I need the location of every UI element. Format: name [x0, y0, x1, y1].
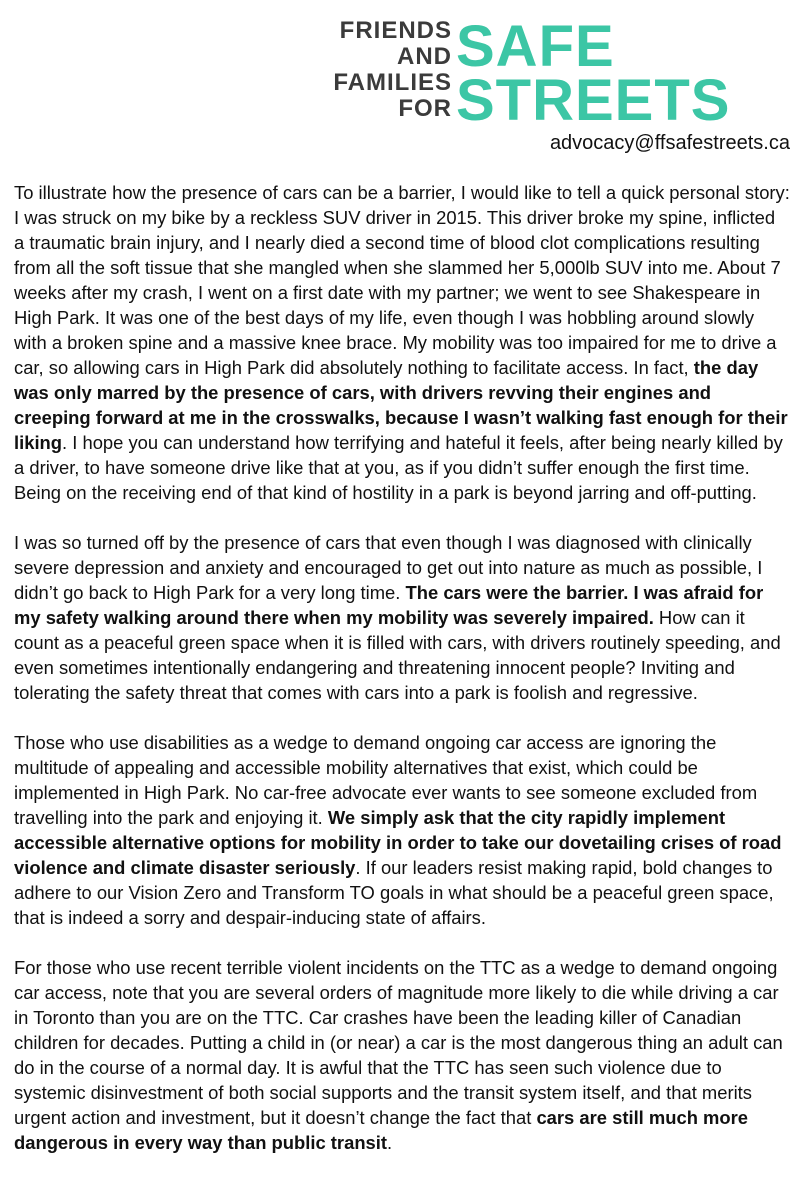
text-run-bold: We simply ask that the city rapidly implement accessible alternative options for mobility in order to take our dovetailing crises of road violence and climate disaster seriously [14, 807, 782, 878]
logo-word: AND [397, 43, 452, 70]
paragraph [14, 955, 790, 1155]
paragraph [14, 180, 790, 505]
logo-word: FOR [398, 95, 452, 122]
text-run: For those who use recent terrible violent incidents on the TTC as a wedge to demand ongoing car access, note that you are several orders of magnitude more likely to die while driving a car in Toronto than you are on the TTC. Car crashes have been the leading killer of Canadian children for decades. Putting a child in (or near) a car is the most dangerous thing an adult can do in the course of a normal day. It is awful that the TTC has seen such violence due to systemic disinvestment of both social supports and the transit system itself, and that merits urgent action and investment, but it doesn’t change the fact that [14, 957, 783, 1128]
text-run: . [387, 1132, 393, 1153]
text-run: . I hope you can understand how terrifying and hateful it feels, after being nearly killed by a driver, to have someone drive like that at you, as if you didn’t suffer enough the first time. Being on the receiving end of that kind of hostility in a park is beyond jarring and off-putting. [14, 432, 783, 503]
organization-logo [318, 14, 793, 133]
text-run-bold: The cars were the barrier. I was afraid for my safety walking around there when my mobility was severely impaired. [14, 582, 764, 628]
paragraph [14, 730, 790, 930]
letter-body [14, 180, 790, 1180]
logo-word: FAMILIES [333, 69, 452, 96]
paragraph [14, 530, 790, 705]
text-run: I was so turned off by the presence of cars that even though I was diagnosed with clinically severe depression and anxiety and encouraged to get out into nature as much as possible, I didn’t go back to High Park for a very long time. [14, 532, 763, 603]
logo-streets: STREETS [456, 68, 731, 133]
text-run-bold: cars are still much more dangerous in every way than public transit [14, 1107, 749, 1153]
logo-safe: SAFE [456, 14, 615, 79]
text-run-bold: the day was only marred by the presence of cars, with drivers revving their engines and creeping forward at me in the crosswalks, because I wasn’t walking fast enough for their liking [14, 357, 788, 453]
text-run: How can it count as a peaceful green space when it is filled with cars, with drivers routinely speeding, and even sometimes intentionally endangering and threatening innocent people? Inviting and tolerating the safety threat that comes with cars into a park is foolish and regressive. [14, 607, 781, 703]
logo-word: FRIENDS [339, 17, 452, 44]
text-run: To illustrate how the presence of cars can be a barrier, I would like to tell a quick personal story: I was struck on my bike by a reckless SUV driver in 2015. This driver broke my spine, inflicted a traumatic brain injury, and I nearly died a second time of blood clot complications resulting from all the soft tissue that she mangled when she slammed her 5,000lb SUV into me. About 7 weeks after my crash, I went on a first date with my partner; we went to see Shakespeare in High Park. It was one of the best days of my life, even though I was hobbling around slowly with a broken spine and a massive knee brace. My mobility was too impaired for me to drive a car, so allowing cars in High Park did absolutely nothing to facilitate access. In fact, [14, 182, 790, 378]
text-run: . If our leaders resist making rapid, bold changes to adhere to our Vision Zero and Transform TO goals in what should be a peaceful green space, that is indeed a sorry and despair-inducing state of affairs. [14, 857, 774, 928]
text-run: Those who use disabilities as a wedge to demand ongoing car access are ignoring the multitude of appealing and accessible mobility alternatives that exist, which could be implemented in High Park. No car-free advocate ever wants to see someone excluded from travelling into the park and enjoying it. [14, 732, 758, 828]
contact-email[interactable]: advocacy@ffsafestreets.ca [549, 132, 790, 154]
logo-left-text [318, 18, 452, 122]
